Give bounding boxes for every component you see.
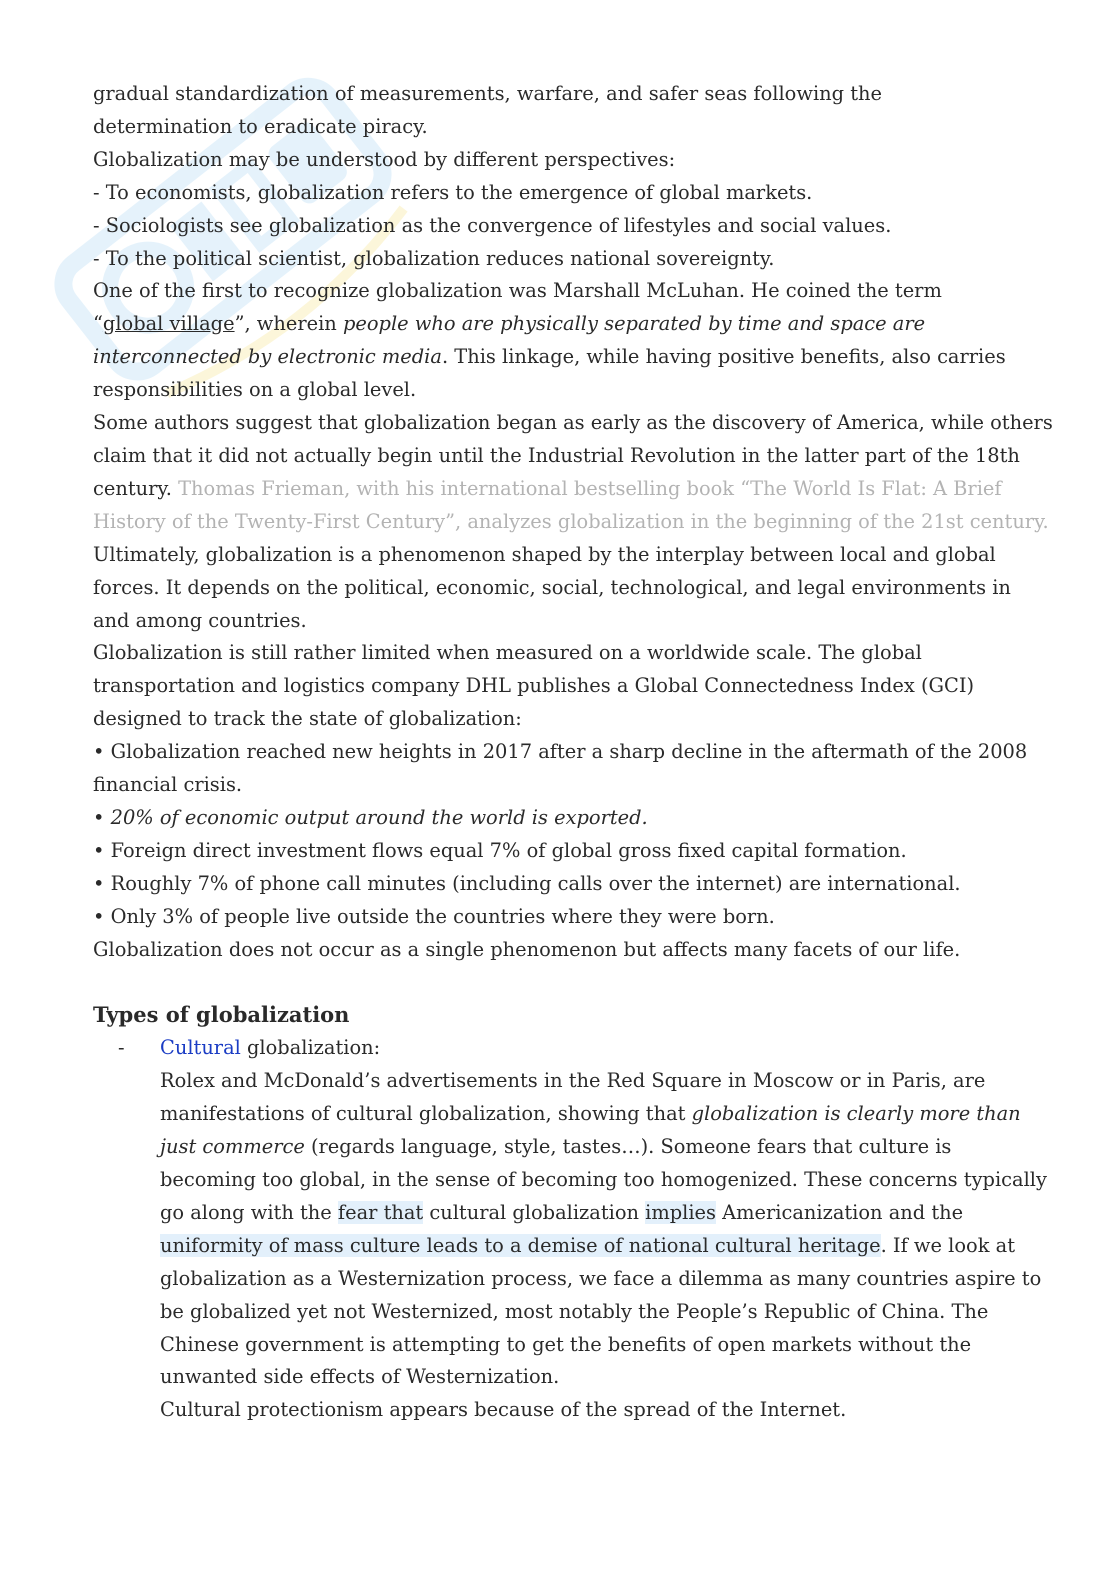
- cultural-description: Rolex and McDonald’s advertisements in the Red Square in Moscow or in Paris, are manifestations of cultural globalization, showing that globalization is clearly more than just commerce (regards language, style, tastes…). Someone fears that culture is becoming too global, in the sense of becoming too homogenized. These concerns typically go along with the fear that cultural globalization implies Americanization and the uniformity of mass culture leads to a demise of national cultural heritage. If we look at globalization as a Westernization process, we face a dilemma as many countries aspire to be globalized yet not Westernized, most notably the People’s Republic of China. The Chinese government is attempting to get the benefits of open markets without the unwanted side effects of Westernization.: [160, 1069, 1047, 1389]
- paragraph-interplay: Ultimately, globalization is a phenomenon shaped by the interplay between local and global forces. It depends on the political, economic, social, technological, and legal environments in and among countries.: [93, 542, 1011, 632]
- document-body: [93, 78, 1053, 1427]
- perspective-political: - To the political scientist, globalization reduces national sovereignty.: [93, 246, 775, 270]
- cultural-protectionism: Cultural protectionism appears because of the spread of the Internet.: [160, 1398, 847, 1422]
- bullet-item: • 20% of economic output around the world is exported.: [93, 805, 648, 829]
- types-list: [93, 1032, 1053, 1427]
- highlight: uniformity of mass culture leads to a demise of national cultural heritage: [160, 1233, 881, 1257]
- paragraph-gci: Globalization is still rather limited when measured on a worldwide scale. The global transportation and logistics company DHL publishes a Global Connectedness Index (GCI) designed to track the state of globalization:: [93, 641, 975, 731]
- paragraph-intro: gradual standardization of measurements, warfare, and safer seas following the determination to eradicate piracy.: [93, 82, 882, 138]
- list-item-cultural: - Cultural globalization: Rolex and McDonald’s advertisements in the Red Square in Moscow or in Paris, are manifestations of cultural globalization, showing that globalization is clearly more than just commerce (regards language, style, tastes…). Someone fears that culture is becoming too global, in the sense of becoming too homogenized. These concerns typically go along with the fear that cultural globalization implies Americanization and the uniformity of mass culture leads to a demise of national cultural heritage. If we look at globalization as a Westernization process, we face a dilemma as many countries aspire to be globalized yet not Westernized, most notably the People’s Republic of China. The Chinese government is attempting to get the benefits of open markets without the unwanted side effects of Westernization. Cultural protectionism appears because of the spread of the Internet.: [93, 1032, 1053, 1427]
- global-village-term: global village: [102, 312, 235, 336]
- section-heading: Types of globalization: [93, 1002, 350, 1028]
- faded-text: Thomas Frieman, with his international bestselling book “The World Is Flat: A Brief History of the Twenty-First Century”, analyzes globalization in the beginning of the 21st century.: [93, 476, 1049, 533]
- bullet-item: • Only 3% of people live outside the countries where they were born.: [93, 904, 775, 928]
- bullet-item: • Foreign direct investment flows equal 7% of global gross fixed capital formation.: [93, 838, 907, 862]
- perspective-economists: - To economists, globalization refers to the emergence of global markets.: [93, 180, 813, 204]
- dash-marker: -: [118, 1036, 125, 1060]
- paragraph-history: Some authors suggest that globalization began as early as the discovery of America, while others claim that it did not actually begin until the Industrial Revolution in the latter part of the 18th century. Thomas Frieman, with his international bestselling book “The World Is Flat: A Brief History of the Twenty-First Century”, analyzes globalization in the beginning of the 21st century.: [93, 411, 1053, 533]
- perspective-sociologists: - Sociologists see globalization as the convergence of lifestyles and social values.: [93, 213, 892, 237]
- highlight: implies: [645, 1200, 716, 1224]
- paragraph-perspectives: Globalization may be understood by different perspectives:: [93, 147, 676, 171]
- highlight: fear that: [337, 1200, 424, 1224]
- paragraph-facets: Globalization does not occur as a single phenomenon but affects many facets of our life.: [93, 937, 961, 961]
- cultural-link[interactable]: Cultural: [160, 1036, 241, 1060]
- bullet-item: • Roughly 7% of phone call minutes (including calls over the internet) are international.: [93, 871, 961, 895]
- bullet-item: • Globalization reached new heights in 2017 after a sharp decline in the aftermath of the 2008 financial crisis.: [93, 740, 1028, 797]
- paragraph-mcluhan: One of the first to recognize globalization was Marshall McLuhan. He coined the term “global village”, wherein people who are physically separated by time and space are interconnected by electronic media. This linkage, while having positive benefits, also carries responsibilities on a global level.: [93, 279, 1006, 402]
